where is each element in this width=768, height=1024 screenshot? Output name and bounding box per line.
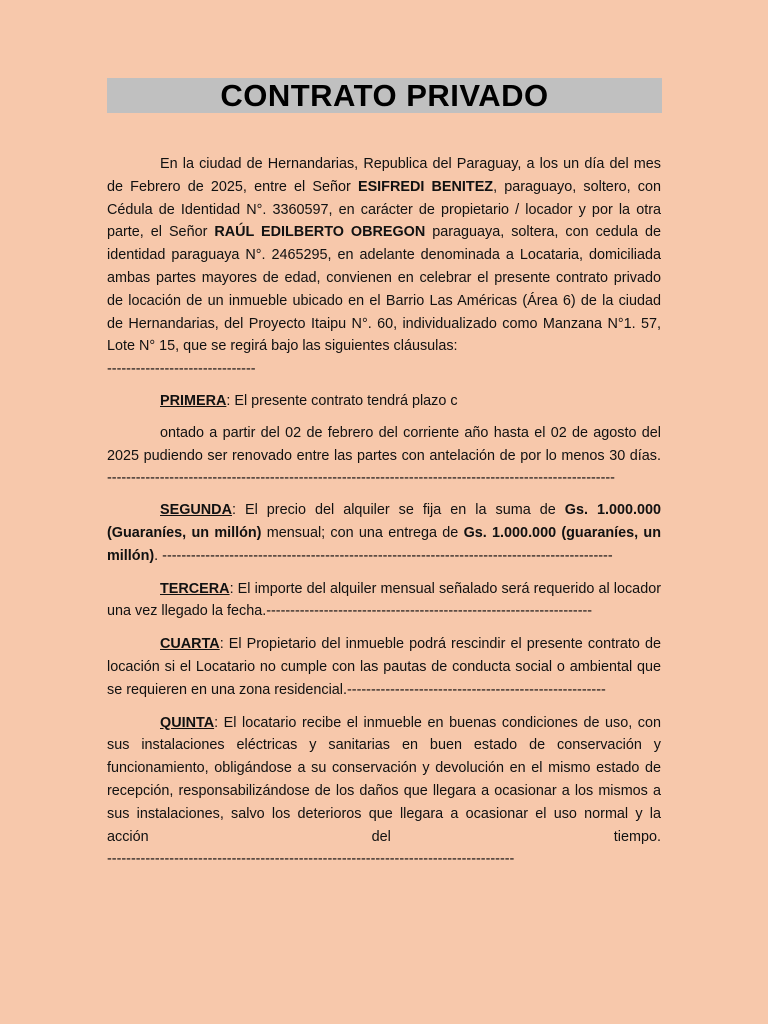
deposit-amount: Gs. 1.000.000 (guaraníes, un millón) [107, 524, 661, 564]
rent-amount: Gs. 1.000.000 (Guaraníes, un millón) [107, 502, 661, 541]
clause-cuarta-text: : El Propietario del inmueble podrá rescindir el presente contrato de locación si el Locatario no cumple con las pautas de conducta social o ambiental que se requieren en una zona residencial.------------------------------------------------------ [107, 636, 661, 698]
clause-tercera [107, 578, 661, 624]
contract-body [107, 153, 661, 871]
clause-primera-body: ontado a partir del 02 de febrero del corriente año hasta el 02 de agosto del 2025 pudiendo ser renovado entre las partes con antelación de por lo menos 30 días. [107, 424, 661, 464]
clause-label-cuarta: CUARTA [160, 636, 220, 653]
clause-segunda-text-2: mensual; con una entrega de [261, 524, 464, 541]
clause-segunda-text-3: . ---------------------------------------------------------------------------------------------- [154, 547, 613, 564]
clause-quinta-text: : El locatario recibe el inmueble en buenas condiciones de uso, con sus instalaciones eléctricas y sanitarias en buen estado de conservación y funcionamiento, obligándose a su conservación y devolución en el mismo estado de recepción, responsabilizándose de los daños que llegara a ocasionar a los mismos a sus instalaciones, salvo los deterioros que llegara a ocasionar el uso normal y la acción del tiempo. [107, 714, 661, 845]
clause-primera-heading [107, 390, 661, 413]
tenant-name: RAÚL EDILBERTO OBREGON [214, 224, 426, 241]
intro-text-3: paraguaya, soltera, con cedula de identidad paraguaya N°. 2465295, en adelante denominada a Locataria, domiciliada ambas partes mayores de edad, convienen en celebrar el presente contrato privado de locación de un inmueble ubicado en el Barrio Las Américas (Área 6) de la ciudad de Hernandarias, del Proyecto Itaipu N°. 60, individualizado como Manzana N°1. 57, Lote N° 15, que se regirá bajo las siguientes cláusulas: [107, 224, 661, 355]
clause-label-primera: PRIMERA [160, 392, 227, 409]
intro-paragraph [107, 153, 661, 358]
intro-text-2: , paraguayo, soltero, con Cédula de Identidad N°. 3360597, en carácter de propietario / locador y por la otra parte, el Señor [107, 178, 661, 241]
clause-quinta [107, 712, 661, 849]
clause-quinta-dashes: ------------------------------------------------------------------------------------- [107, 851, 515, 868]
owner-name: ESIFREDI BENITEZ [357, 178, 494, 195]
clause-segunda-text-1: : El precio del alquiler se fija en la suma de [231, 502, 565, 519]
title-banner [107, 78, 662, 113]
clause-primera-text-1: : El presente contrato tendrá plazo c [226, 392, 458, 409]
intro-text-1: En la ciudad de Hernandarias, Republica del Paraguay, a los un día del mes de Febrero de 2025, entre el Señor [107, 156, 661, 195]
clause-label-tercera: TERCERA [160, 580, 230, 597]
clause-label-segunda: SEGUNDA [160, 502, 232, 519]
intro-dashes: ------------------------------- [107, 361, 256, 378]
clause-cuarta [107, 633, 661, 701]
clause-tercera-text: : El importe del alquiler mensual señalado será requerido al locador una vez llegado la fecha.-------------------------------------------------------------------- [107, 580, 661, 620]
clause-segunda [107, 499, 661, 567]
clause-primera-dashes: ---------------------------------------------------------------------------------------------------------- [107, 470, 615, 487]
clause-label-quinta: QUINTA [160, 714, 215, 731]
document-title: CONTRATO PRIVADO [220, 78, 549, 113]
